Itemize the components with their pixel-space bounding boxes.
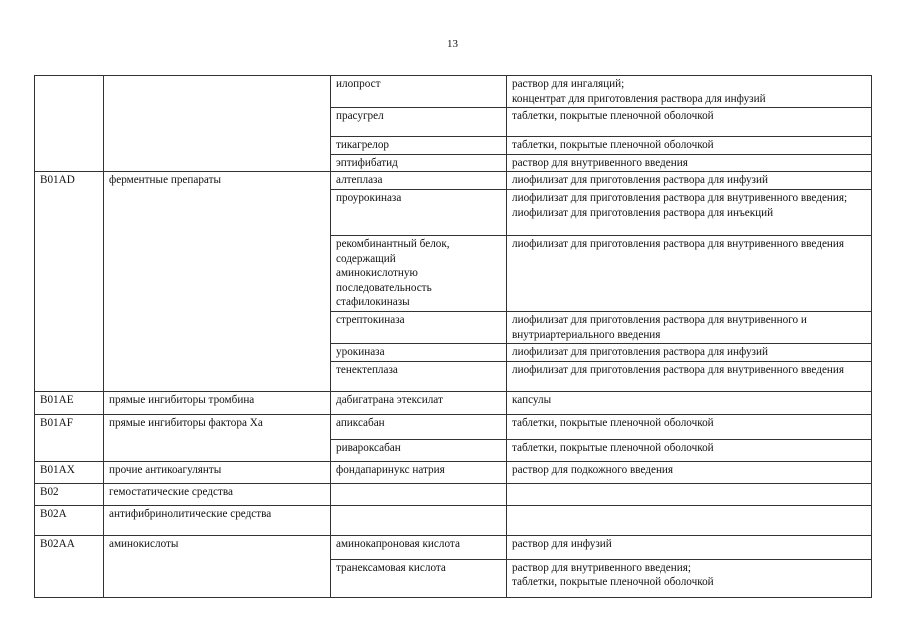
dosage-form-cell: лиофилизат для приготовления раствора для внутривенного и внутриартериального введения xyxy=(507,311,872,343)
atc-code-cell: B01AX xyxy=(35,461,104,483)
table-row xyxy=(35,76,872,108)
drug-name-cell: проурокиназа xyxy=(331,189,507,235)
drug-name-cell: прасугрел xyxy=(331,108,507,137)
table-row xyxy=(35,391,872,414)
drug-table xyxy=(34,75,872,598)
drug-name-cell: ривароксабан xyxy=(331,439,507,461)
dosage-form-cell: раствор для подкожного введения xyxy=(507,461,872,483)
dosage-form-cell: лиофилизат для приготовления раствора для внутривенного введения xyxy=(507,235,872,311)
drug-name-cell: фондапаринукс натрия xyxy=(331,461,507,483)
drug-name-cell: тенектеплаза xyxy=(331,361,507,391)
dosage-form-cell: раствор для внутривенного введения xyxy=(507,154,872,172)
drug-name-cell xyxy=(331,483,507,505)
drug-name-cell: апиксабан xyxy=(331,414,507,439)
atc-code-cell: B02AA xyxy=(35,535,104,597)
drug-name-cell: урокиназа xyxy=(331,344,507,362)
drug-name-cell: рекомбинантный белок, содержащий аминокислотную последовательность стафилокиназы xyxy=(331,235,507,311)
dosage-form-cell xyxy=(507,483,872,505)
dosage-form-cell: капсулы xyxy=(507,391,872,414)
atc-code-cell: B02 xyxy=(35,483,104,505)
dosage-form-cell: лиофилизат для приготовления раствора для внутривенного введения xyxy=(507,361,872,391)
atc-code-cell: B01AE xyxy=(35,391,104,414)
atc-code-cell: B01AD xyxy=(35,172,104,391)
table-row xyxy=(35,414,872,439)
drug-name-cell xyxy=(331,505,507,535)
group-cell: аминокислоты xyxy=(104,535,331,597)
dosage-form-cell: лиофилизат для приготовления раствора для внутривенного введения; лиофилизат для приготовления раствора для инъекций xyxy=(507,189,872,235)
group-cell xyxy=(104,76,331,172)
table-row xyxy=(35,535,872,559)
atc-code-cell xyxy=(35,76,104,172)
dosage-form-cell: раствор для внутривенного введения; таблетки, покрытые пленочной оболочкой xyxy=(507,559,872,597)
group-cell: прямые ингибиторы фактора Xa xyxy=(104,414,331,461)
drug-name-cell: дабигатрана этексилат xyxy=(331,391,507,414)
drug-name-cell: транексамовая кислота xyxy=(331,559,507,597)
drug-name-cell: тикагрелор xyxy=(331,137,507,155)
table-row xyxy=(35,461,872,483)
dosage-form-cell: таблетки, покрытые пленочной оболочкой xyxy=(507,108,872,137)
dosage-form-cell: раствор для ингаляций; концентрат для приготовления раствора для инфузий xyxy=(507,76,872,108)
group-cell: гемостатические средства xyxy=(104,483,331,505)
dosage-form-cell: лиофилизат для приготовления раствора для инфузий xyxy=(507,344,872,362)
atc-code-cell: B01AF xyxy=(35,414,104,461)
drug-name-cell: стрептокиназа xyxy=(331,311,507,343)
group-cell: прочие антикоагулянты xyxy=(104,461,331,483)
group-cell: ферментные препараты xyxy=(104,172,331,391)
group-cell: антифибринолитические средства xyxy=(104,505,331,535)
page-number: 13 xyxy=(447,38,458,50)
table-row xyxy=(35,483,872,505)
drug-name-cell: илопрост xyxy=(331,76,507,108)
drug-name-cell: эптифибатид xyxy=(331,154,507,172)
dosage-form-cell: таблетки, покрытые пленочной оболочкой xyxy=(507,137,872,155)
dosage-form-cell: таблетки, покрытые пленочной оболочкой xyxy=(507,414,872,439)
group-cell: прямые ингибиторы тромбина xyxy=(104,391,331,414)
dosage-form-cell: раствор для инфузий xyxy=(507,535,872,559)
dosage-form-cell: таблетки, покрытые пленочной оболочкой xyxy=(507,439,872,461)
atc-code-cell: B02A xyxy=(35,505,104,535)
table-row xyxy=(35,172,872,190)
drug-name-cell: алтеплаза xyxy=(331,172,507,190)
dosage-form-cell xyxy=(507,505,872,535)
table-row xyxy=(35,505,872,535)
drug-name-cell: аминокапроновая кислота xyxy=(331,535,507,559)
dosage-form-cell: лиофилизат для приготовления раствора для инфузий xyxy=(507,172,872,190)
